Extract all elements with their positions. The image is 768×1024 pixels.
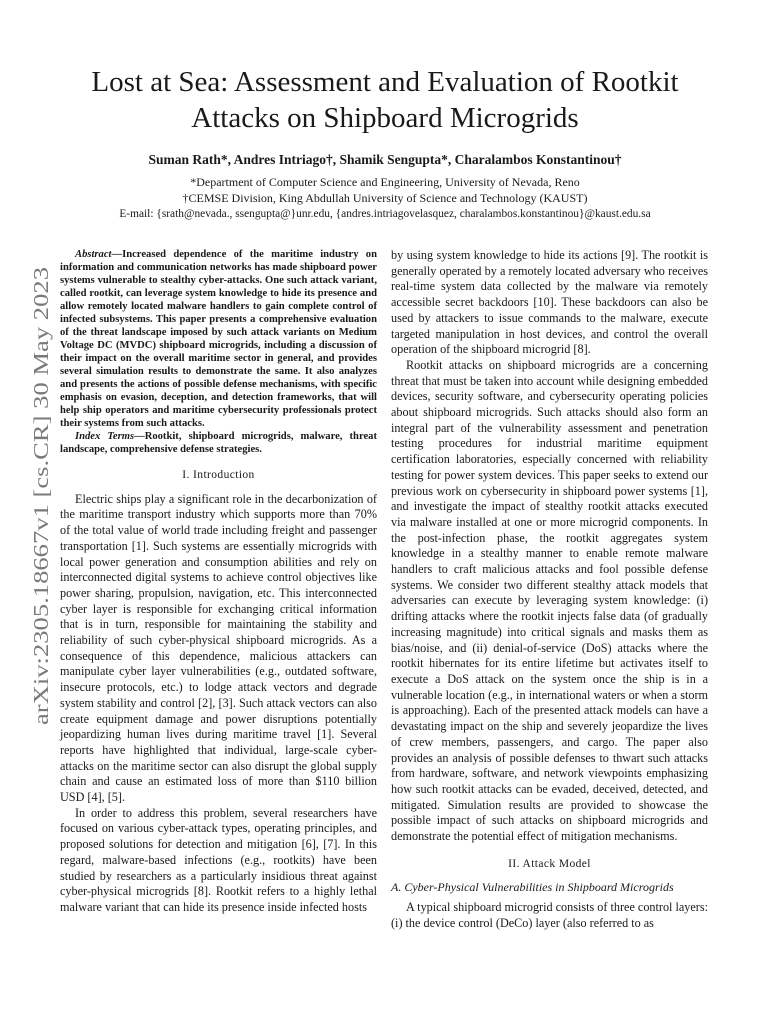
arxiv-identifier: arXiv:2305.18667v1 [cs.CR] 30 May 2023 xyxy=(29,354,53,725)
author-list: Suman Rath*, Andres Intriago†, Shamik Sengupta*, Charalambos Konstantinou† xyxy=(148,152,622,167)
email-line: E-mail: {srath@nevada., ssengupta@}unr.edu, {andres.intriagovelasquez, charalambos.konstantinou}@kaust.edu.sa xyxy=(119,208,651,220)
left-column xyxy=(60,248,377,916)
abstract xyxy=(60,248,377,456)
title-line-1: Lost at Sea: Assessment and Evaluation of Rootkit xyxy=(91,66,679,98)
abstract-label: Abstract xyxy=(75,249,112,260)
body-paragraph-continued: by using system knowledge to hide its actions [9]. The rootkit is generally operated by a remotely located adversary who receives real-time system data collected by the malware via remotely accessible secret backdoors [10]. These backdoors can also be used by attackers to issue commands to the malware, execute targeted manipulation in host devices, and control the overall operation of the shipboard microgrid [8]. xyxy=(391,248,708,357)
abstract-text: —Increased dependence of the maritime industry on information and communication networks has made shipboard power systems vulnerable to stealthy cyber-attacks. One such attack variant, called rootkit, can leverage system knowledge to hide its presence and allow remotely located malware handlers to gain complete control of infected subsystems. This paper presents a comprehensive evaluation of the threat landscape imposed by such attack variants on Medium Voltage DC (MVDC) shipboard microgrids, including a discussion of their impact on the overall maritime sector in general, and provides several simulation results to demonstrate the same. It also analyzes and presents the actions of possible defense mechanisms, with specific emphasis on evasion, deception, and detection frameworks, that will help ship operators and maritime cybersecurity professionals protect their systems from such attacks. xyxy=(60,249,377,429)
title-line-2: Attacks on Shipboard Microgrids xyxy=(191,102,579,134)
index-terms-text: —Rootkit, shipboard microgrids, malware, threat landscape, comprehensive defense strategies. xyxy=(60,431,377,455)
index-terms-label: Index Terms xyxy=(75,431,135,442)
body-paragraph-rootkit-threat: Rootkit attacks on shipboard microgrids are a concerning threat that must be taken into account while designing embedded devices, security software, and cybersecurity operating policies about shipboard microgrids. Such attacks should also form an integral part of the vulnerability assessment and penetration testing procedures for industrial maritime equipment certification laboratories, especially concerned with reliability testing for power system devices. This paper seeks to extend our previous work on cybersecurity in shipboard power systems [1], and investigate the impact of stealthy rootkit attacks executed via malware installed at one or more microgrid components. In the post-infection phase, the rootkit aggregates system knowledge in a stealthy manner to enable remote malware handlers to craft malicious attacks and fool possible defense systems. We consider two different stealthy attack models that adversaries can execute by leveraging system knowledge: (i) drifting attacks where the rootkit injects false data (of gradually increasing magnitude) into critical signals and masks them as bias/noise, and (ii) denial-of-service (DoS) attacks where the rootkit hibernates for its entire lifetime but activates itself to execute a DoS attack on the system once the ship is in a vulnerable location (e.g., in international waters or when a storm is approaching). Each of the presented attack models can have a devastating impact on the ship and severely jeopardize the lives of crew members, passengers, and cargo. The paper also provides an analysis of possible defenses to thwart such attacks from hardware, software, and network viewpoints emphasizing how such rootkit attacks can be evaded, deceived, detected, and mitigated. Simulation results are provided to showcase the possible impact of such attacks on shipboard microgrids and demonstrate the potential effect of mitigation mechanisms. xyxy=(391,357,708,844)
affiliation-kaust: †CEMSE Division, King Abdullah University of Science and Technology (KAUST) xyxy=(182,191,588,205)
affiliation-unr: *Department of Computer Science and Engineering, University of Nevada, Reno xyxy=(190,175,580,189)
body-paragraph-control-layers: A typical shipboard microgrid consists of three control layers: (i) the device control (DeCo) layer (also referred to as xyxy=(391,900,708,930)
intro-paragraph-1: Electric ships play a significant role in the decarbonization of the maritime transport industry which supports more than 70% of the total value of world trade including freight and passenger transportation [1]. Such systems are essentially microgrids with local power generation and consumption abilities and rely on interconnected digital systems to achieve control objectives like power sharing, propulsion, navigation, etc. This interconnected cyber layer is responsible for exchanging critical information that is in turn, responsible for maintaining the stability and reliability of such cyber-physical shipboard microgrids. As a consequence of this dependence, malicious attackers can manipulate cyber layer vulnerabilities (e.g., outdated software, insecure protocols, etc.) to lodge attack vectors and degrade system stability and control [2], [3]. Such attack vectors can also create equipment damage and power disruptions potentially jeopardizing human lives during maritime travel [1]. Several reports have highlighted that individual, large-scale cyber-attacks on the maritime sector can also disrupt the global supply chain and cause an estimated loss of more than $110 billion USD [4], [5]. xyxy=(60,491,377,805)
right-column xyxy=(391,248,708,932)
subsection-heading-vulnerabilities: A. Cyber-Physical Vulnerabilities in Shipboard Microgrids xyxy=(391,880,674,895)
paper-title xyxy=(40,64,730,136)
section-heading-attack-model: II. Attack Model xyxy=(508,857,591,870)
arxiv-stamp xyxy=(8,265,64,725)
intro-paragraph-2: In order to address this problem, several researchers have focused on various cyber-attack types, operating principles, and proposed solutions for detection and mitigation [6], [7]. In this regard, malware-based infections (e.g., rootkits) have been studied by researchers as a particularly insidious threat against cyber-physical microgrids [8]. Rootkit refers to a highly lethal malware variant that can hide its presence inside infected hosts xyxy=(60,805,377,914)
section-heading-introduction: I. Introduction xyxy=(182,469,255,481)
